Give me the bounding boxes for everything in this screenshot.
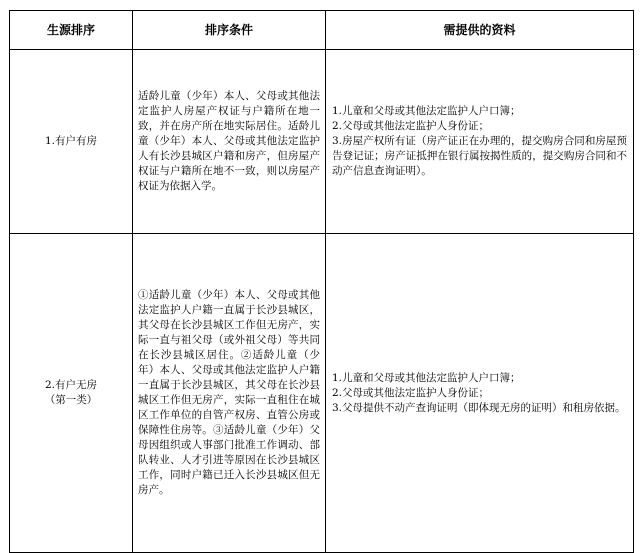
document-item: 3.父母提供不动产查询证明（即体现无房的证明）和租房依据。 — [332, 401, 626, 414]
row-condition — [133, 234, 326, 553]
document-item: 1.儿童和父母或其他法定监护人户口簿； — [332, 105, 521, 117]
row-documents — [326, 234, 634, 553]
row-documents — [326, 50, 634, 234]
row-condition-text: ①适龄儿童（少年）本人、父母或其他法定监护人户籍一直属于长沙县城区，其父母在长沙县城区工作但无房产，实际一直与祖父母（或外祖父母）等共同在长沙县城区居住。②适龄儿童（少年）本人、父母或其他法定监护人户籍一直属于长沙县城区，其父母在长沙县城区工作但无房产，实际一直租住在城区工作单位的自管产权房、直管公房或保障性住房等。③适龄儿童（少年）父母因组织或人事部门批准工作调动、部队转业、人才引进等原因在长沙县城区工作，同时户籍已迁入长沙县城区但无房产。 — [138, 289, 320, 496]
row-category — [10, 50, 133, 234]
row-condition — [133, 50, 326, 234]
row-category-label: 2.有户无房 （第一类） — [44, 379, 98, 406]
table-header-row — [10, 11, 634, 50]
header-required-documents: 需提供的资料 — [326, 11, 634, 50]
row-condition-text: 适龄儿童（少年）本人、父母或其他法定监护人房屋产权证与户籍所在地一致，并在房产所在地实际居住。适龄儿童（少年）本人、父母或其他法定监护人有长沙县城区户籍和房产，但房屋产权证与户籍所在地不一致，则以房屋产权证为依据入学。 — [138, 90, 320, 192]
document-item: 3.房屋产权所有证（房产证正在办理的，提交购房合同和房屋预告登记证；房产证抵押在银行属按揭性质的，提交购房合同和不动产信息查询证明）。 — [332, 135, 627, 177]
enrollment-priority-table — [9, 10, 634, 553]
header-order-condition: 排序条件 — [133, 11, 326, 50]
table-row — [10, 50, 634, 234]
document-item: 2.父母或其他法定监护人身份证； — [332, 386, 490, 399]
document-item: 1.儿童和父母或其他法定监护人户口簿； — [332, 371, 521, 384]
header-student-source-order: 生源排序 — [10, 11, 133, 50]
row-category — [10, 234, 133, 553]
table-row — [10, 234, 634, 553]
row-category-label: 1.有户有房 — [44, 135, 98, 147]
document-item: 2.父母或其他法定监护人身份证； — [332, 120, 490, 132]
enrollment-table-container — [9, 10, 633, 553]
